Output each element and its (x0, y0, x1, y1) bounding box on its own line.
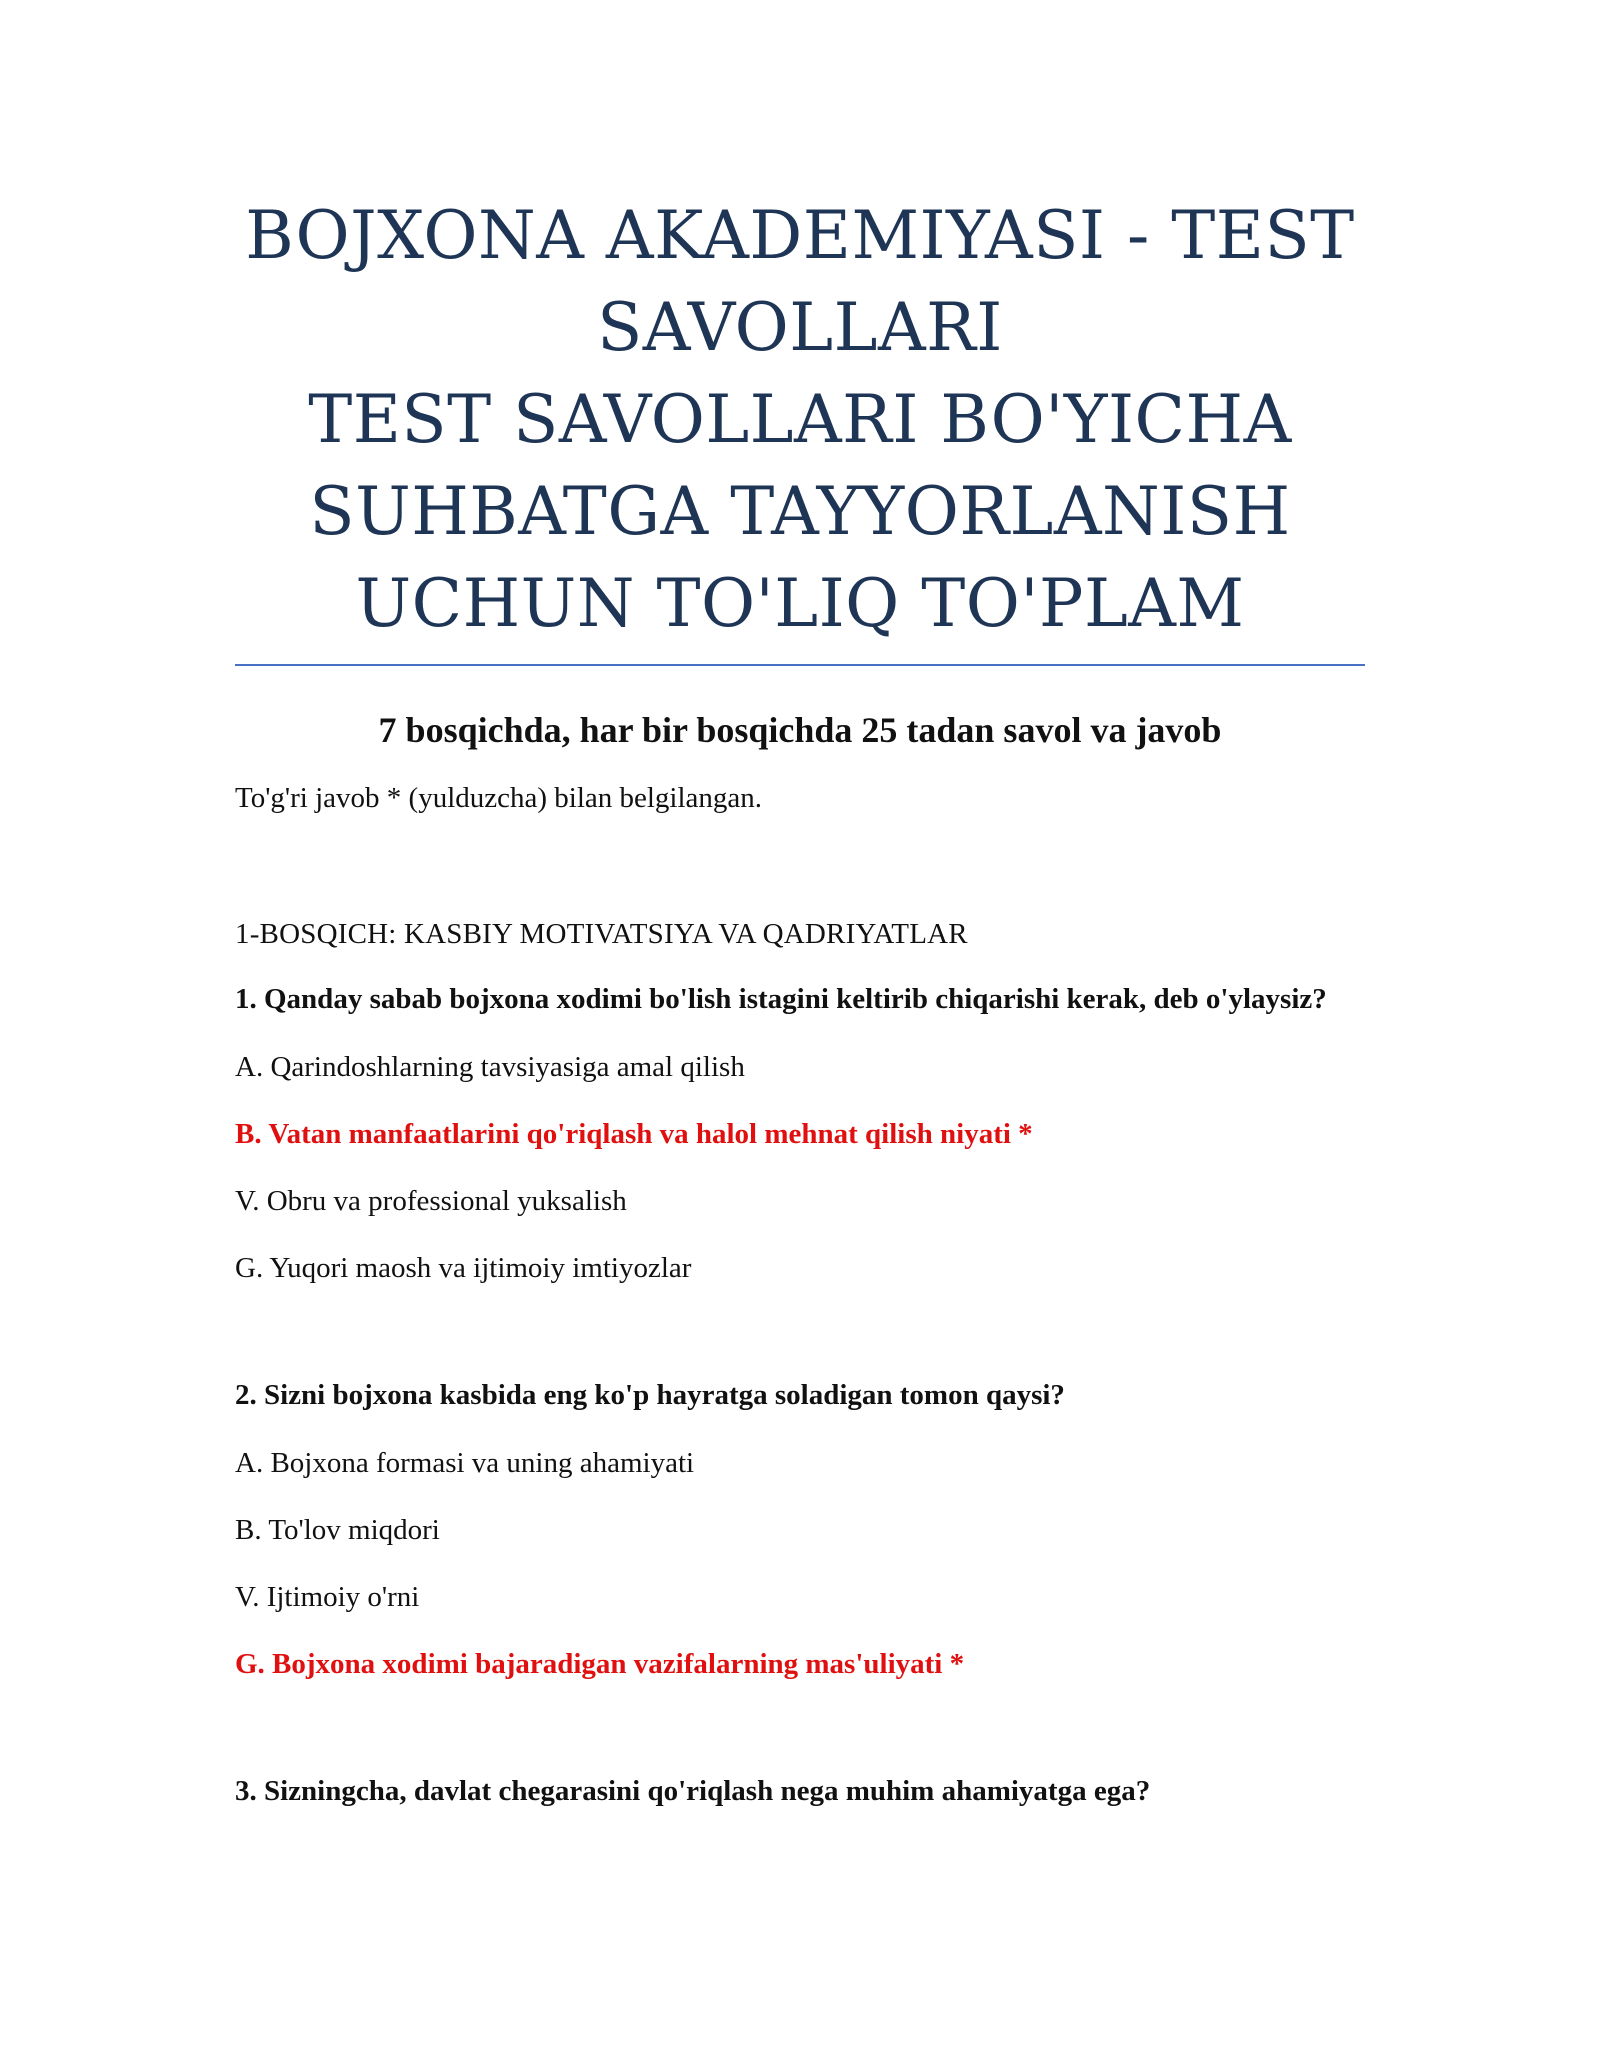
question-block (235, 978, 1365, 1288)
section-heading: 1-BOSQICH: KASBIY MOTIVATSIYA VA QADRIYATLAR (235, 918, 968, 950)
title-line: TEST SAVOLLARI BO'YICHA (308, 381, 1292, 458)
answer-option: A. Bojxona formasi va uning ahamiyati (235, 1447, 695, 1479)
question-block (235, 1770, 1365, 1812)
title-divider (235, 664, 1365, 666)
answer-option: A. Qarindoshlarning tavsiyasiga amal qilish (235, 1051, 745, 1083)
answer-key-note: To'g'ri javob * (yulduzcha) bilan belgilangan. (235, 782, 763, 814)
answer-option-correct: B. Vatan manfaatlarini qo'riqlash va halol mehnat qilish niyati * (235, 1118, 1033, 1150)
document-page (235, 190, 1365, 1812)
document-subtitle: 7 bosqichda, har bir bosqichda 25 tadan savol va javob (378, 710, 1222, 750)
title-line: UCHUN TO'LIQ TO'PLAM (355, 565, 1245, 642)
title-line: SUHBATGA TAYYORLANISH (309, 473, 1291, 550)
title-line: SAVOLLARI (597, 289, 1003, 366)
question-text: 2. Sizni bojxona kasbida eng ko'p hayratga soladigan tomon qaysi? (235, 1379, 1065, 1411)
answer-option-correct: G. Bojxona xodimi bajaradigan vazifalarning mas'uliyati * (235, 1648, 965, 1680)
question-text: 1. Qanday sabab bojxona xodimi bo'lish istagini keltirib chiqarishi kerak, deb o'ylaysiz? (235, 983, 1327, 1015)
answer-option: B. To'lov miqdori (235, 1514, 440, 1546)
document-title (235, 190, 1365, 650)
answer-option: V. Ijtimoiy o'rni (235, 1581, 420, 1613)
answer-option: G. Yuqori maosh va ijtimoiy imtiyozlar (235, 1252, 692, 1284)
answer-option: V. Obru va professional yuksalish (235, 1185, 627, 1217)
title-line: BOJXONA AKADEMIYASI - TEST (245, 197, 1355, 274)
question-text: 3. Sizningcha, davlat chegarasini qo'riqlash nega muhim ahamiyatga ega? (235, 1775, 1151, 1807)
question-block (235, 1374, 1365, 1684)
